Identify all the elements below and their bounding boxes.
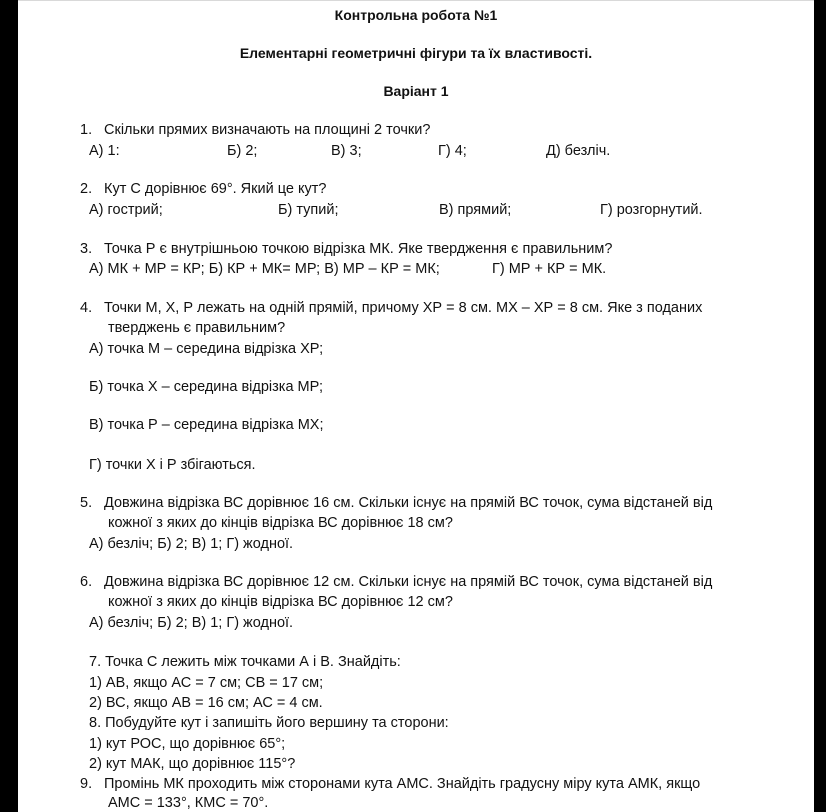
q4-option-c: В) точка Р – середина відрізка МХ; <box>89 417 324 433</box>
question-4 <box>80 299 702 317</box>
q1-option-d: Г) 4; <box>438 143 467 159</box>
question-number: 9. <box>80 776 93 792</box>
q8-item-2: 2) кут МАК, що дорівнює 115°? <box>89 756 296 772</box>
q3-option-d: Г) МР + КР = МК. <box>492 261 607 277</box>
q8-item-1: 1) кут РОС, що дорівнює 65°; <box>89 736 286 752</box>
question-6-continued: кожної з яких до кінців відрізка ВС дорівнює 12 см? <box>108 594 453 610</box>
q3-options-abc: А) МК + МР = КР; Б) КР + МК= МР; В) МР – КР = МК; <box>89 261 440 277</box>
question-8: 8. Побудуйте кут і запишіть його вершину та сторони: <box>89 715 449 731</box>
question-number: 1. <box>80 122 93 138</box>
question-text: Довжина відрізка ВС дорівнює 12 см. Скільки існує на прямій ВС точок, сума відстаней від <box>104 574 713 590</box>
question-number: 5. <box>80 495 93 511</box>
document-page <box>18 0 814 812</box>
question-5-continued: кожної з яких до кінців відрізка ВС дорівнює 18 см? <box>108 515 453 531</box>
q7-item-1: 1) АВ, якщо АС = 7 см; СВ = 17 см; <box>89 675 324 691</box>
question-text: Кут С дорівнює 69°. Який це кут? <box>104 181 327 197</box>
q1-option-b: Б) 2; <box>227 143 258 159</box>
question-7: 7. Точка С лежить між точками А і В. Знайдіть: <box>89 654 401 670</box>
question-number: 3. <box>80 241 93 257</box>
question-3 <box>80 240 612 258</box>
question-5 <box>80 494 712 512</box>
q7-item-2: 2) ВС, якщо АВ = 16 см; АС = 4 см. <box>89 695 323 711</box>
page-title: Контрольна робота №1 <box>334 7 498 23</box>
q4-option-d: Г) точки Х і Р збігаються. <box>89 457 256 473</box>
q2-option-a: А) гострий; <box>89 202 163 218</box>
question-1 <box>80 121 430 139</box>
q1-option-c: В) 3; <box>331 143 362 159</box>
question-text: Скільки прямих визначають на площині 2 точки? <box>104 122 431 138</box>
page-subtitle: Елементарні геометричні фігури та їх властивості. <box>239 45 593 61</box>
q2-option-b: Б) тупий; <box>278 202 339 218</box>
q4-option-b: Б) точка Х – середина відрізка МР; <box>89 379 324 395</box>
question-4-continued: тверджень є правильним? <box>108 320 286 336</box>
question-text: Точка Р є внутрішньою точкою відрізка МК. Яке твердження є правильним? <box>104 241 613 257</box>
q4-option-a: А) точка М – середина відрізка ХР; <box>89 341 324 357</box>
q1-option-a: А) 1: <box>89 143 120 159</box>
q2-option-d: Г) розгорнутий. <box>600 202 703 218</box>
q6-answers: А) безліч; Б) 2; В) 1; Г) жодної. <box>89 615 294 631</box>
question-text: Довжина відрізка ВС дорівнює 16 см. Скільки існує на прямій ВС точок, сума відстаней від <box>104 495 713 511</box>
top-border <box>18 0 814 1</box>
q1-option-e: Д) безліч. <box>546 143 611 159</box>
variant-label: Варіант 1 <box>383 83 449 99</box>
question-6 <box>80 573 712 591</box>
question-number: 4. <box>80 300 93 316</box>
question-number: 2. <box>80 181 93 197</box>
q2-option-c: В) прямий; <box>439 202 512 218</box>
question-2 <box>80 180 326 198</box>
q5-answers: А) безліч; Б) 2; В) 1; Г) жодної. <box>89 536 294 552</box>
question-9-continued: АМС = 133°, КМС = 70°. <box>108 795 269 811</box>
question-number: 6. <box>80 574 93 590</box>
question-9 <box>80 775 700 793</box>
question-text: Точки М, Х, Р лежать на одній прямій, причому ХР = 8 см. МХ – ХР = 8 см. Яке з поданих <box>104 300 703 316</box>
question-text: Промінь МК проходить між сторонами кута АМС. Знайдіть градусну міру кута АМК, якщо <box>104 776 701 792</box>
